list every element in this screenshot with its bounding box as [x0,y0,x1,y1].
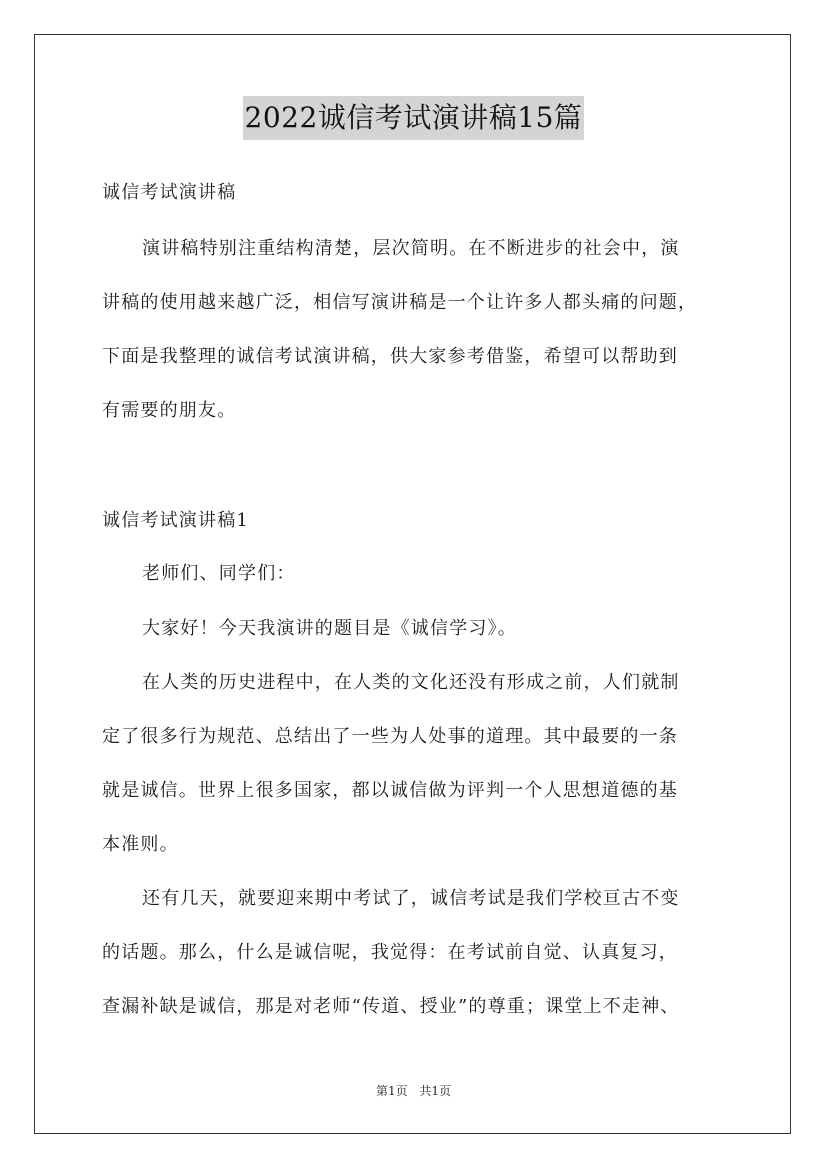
speech1-heading: 诚信考试演讲稿1 [102,510,250,531]
greeting: 老师们、同学们： [142,563,296,584]
para2-line-3: 查漏补缺是诚信，那是对老师“传道、授业”的尊重；课堂上不走神、 [102,996,680,1017]
para2-line-1: 还有几天，就要迎来期中考试了，诚信考试是我们学校亘古不变 [142,888,680,909]
page-total: 共1页 [419,1084,452,1098]
page-number: 第1页 [375,1084,408,1098]
para2-line-2: 的话题。那么，什么是诚信呢，我觉得：在考试前自觉、认真复习， [102,942,678,963]
intro-line-4: 有需要的朋友。 [102,400,237,421]
intro-line-2: 讲稿的使用越来越广泛，相信写演讲稿是一个让许多人都头痛的问题， [102,292,698,313]
para1-line-2: 定了很多行为规范、总结出了一些为人处事的道理。其中最要的一条 [102,726,678,747]
document-title: 2022诚信考试演讲稿15篇 [243,96,585,140]
page-footer [0,1082,827,1099]
para1-line-4: 本准则。 [102,834,179,855]
para1-line-1: 在人类的历史进程中，在人类的文化还没有形成之前，人们就制 [142,672,680,693]
opening-line: 大家好！今天我演讲的题目是《诚信学习》。 [142,618,517,639]
intro-line-3: 下面是我整理的诚信考试演讲稿，供大家参考借鉴，希望可以帮助到 [102,346,678,367]
intro-line-1: 演讲稿特别注重结构清楚，层次简明。在不断进步的社会中，演 [142,238,680,259]
para1-line-3: 就是诚信。世界上很多国家，都以诚信做为评判一个人思想道德的基 [102,780,678,801]
section-heading: 诚信考试演讲稿 [102,182,237,203]
